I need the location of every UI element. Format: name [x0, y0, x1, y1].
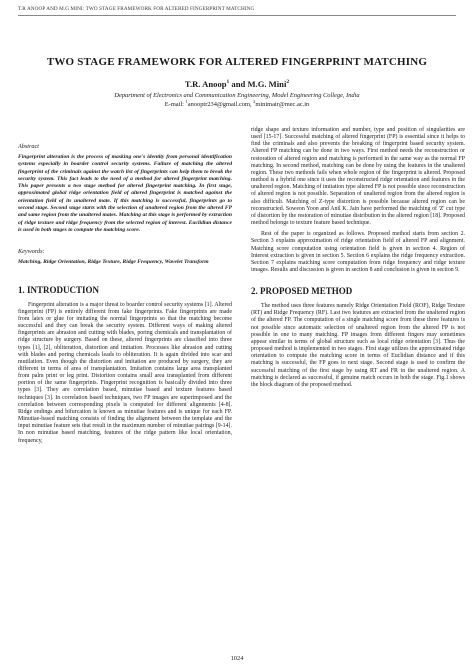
section-heading-introduction: 1. INTRODUCTION [18, 284, 100, 295]
email-2: minimair@mec.ac.in [255, 101, 310, 108]
email-label: E-mail: [164, 101, 186, 108]
email-1: anooptr234@gmail.com [187, 101, 250, 108]
author-1-marker: 1 [226, 79, 230, 85]
intro-paragraph: Fingerprint alteration is a major threat to boarder control security systems [1]. Altered fingerprint (FP) is entirely different from fake fingerprints. Fake fingerprints are made from latex or glue for imitating the normal fingerprints so that the matching become successful and they can break the security system. Different ways of making altered fingerprints are abrasion and cutting with blades, poring chemicals and transplantation of ridge structure by surgery. Based on these, altered fingerprints are classified into three types [1], [2], obliteration, distortion and imitation. Processes like abrasion and cutting with blades and poring chemicals leads to obliteration. It is again divided into scar and mutilation. Even though the distortion and imitation are produced by surgery, they are different in terms of area of transplantation. Imitation contains large area transplanted from palm print or leg print. Distortion contains small area transplanted from different portion of the same fingerprints. Fingerprint recognition is basically divided into three types [3]. They are correlation based, minutiae based and texture features based techniques [3]. In correlation based techniques, two FP images are superimposed and the correlation between corresponding pixels is computed for different alignments [4-8]. Ridge endings and bifurcation is known as minutiae features and is unique for each FP. Minutiae-based matching consists of finding the alignment between the template and the input minutiae feature sets that result in the maximum number of minutiae pairings [9-14]. In non minutiae based matching, features of the ridge pattern like local orientation, frequency, [18, 301, 232, 444]
affiliation: Department of Electronics and Communication Engineering, Model Engineering College, India [114, 92, 360, 99]
email-line [0, 101, 474, 108]
section-heading-proposed-method: 2. PROPOSED METHOD [251, 286, 353, 297]
author-2: M.G. Mini [247, 79, 287, 89]
abstract-heading: Abstract [18, 143, 39, 150]
email-1-marker: 1 [185, 99, 188, 104]
method-paragraph: The method uses three features namely Ridge Orientation Field (ROF), Ridge Texture (RT) and Ridge Frequency (RF). Last two features are extracted from the unaltered region of the altered FP. The computation of a single matching score from these three features is not possible since automatic selection of unaltered region from the altered FP is not possible in one to many matching. FP images from different fingers may sometimes appear similar in terms of global structure such as local ridge orientation [3]. Thus the proposed method is implemented in two stages. First stage utilizes the approximated ridge orientation to compute the matching score in terms of Euclidian distance and if this matching is successful, the FP goes to next stage. Second stage is used to confirm the successful matching of the first stage by using RT and FR in the unaltered region. A matching is declared as successful, if genuine match occurs in both the stage. Fig.1 shows the block diagram of the proposed method. [251, 303, 465, 388]
email-2-marker: 2 [253, 99, 256, 104]
paper-title: TWO STAGE FRAMEWORK FOR ALTERED FINGERPRINT MATCHING [46, 56, 428, 68]
author-line [0, 79, 474, 89]
author-2-marker: 2 [286, 79, 290, 85]
author-1: T.R. Anoop [184, 79, 227, 89]
left-column [18, 127, 232, 445]
keywords-text: Matching, Ridge Orientation, Ridge Texture, Ridge Frequency, Wavelet Transform [18, 259, 209, 266]
organization-paragraph: Rest of the paper is organized as follows. Proposed method starts from section 2. Section 3 explains approximation of ridge orientation field of altered FP and alignment. Matching score computation using orientation field is given in section 4. Region of Interest extraction is given in section 5. Section 6 explains the ridge frequency extraction. Section 7 explains matching score computation from ridge frequency and ridge texture images. Results and discussion is given in section 8 and conclusion is given in section 9. [251, 231, 465, 273]
email-separator: , [249, 101, 254, 108]
author-connector: and [229, 79, 248, 89]
keywords-heading: Keywords: [18, 248, 45, 256]
right-column [251, 127, 465, 389]
intro-continued-paragraph: ridge shape and texture information and number, type and position of singularities are used [15-17]. Successful matching of altered fingerprint (FP) is essential since it helps to find the criminals and also prevents the breaking of fingerprint based security system. Altered FP matching can be done in two ways. First method needs the reconstruction or restoration of altered region and matching is performed in the same way as the normal FP matching. In second method, matching can be done by using the features in the unaltered region. These two methods fails when whole region of the fingerprint is altered. Proposed method is a hybrid one since it uses the reconstructed ridge orientation and features in the unaltered region. Matching of imitation type altered FP is not possible since reconstruction of altered region is not possible. Separation of unaltered region from the altered region is also difficult. Matching of Z-type distortion is possible because altered region can be reconstructed. Soweon Yoon and Anil K. Jain have performed the matching of 'Z' cut type of distortion by the restoration of minutiae distribution in the altered region [18]. Proposed method belongs to texture feature based technique. [251, 127, 465, 227]
running-head: T.R ANOOP AND M.G MINI: TWO STAGE FRAMEWORK FOR ALTERED FINGERPRINT MATCHING [18, 6, 255, 12]
header-rule [18, 15, 456, 16]
page-number: 1024 [230, 655, 244, 662]
abstract-text: Fingerprint alteration is the process of masking one's identity from personal identification systems especially in boarder control security systems. Failure of matching the altered fingerprint of the criminals against the watch list of fingerprints can help them to break the security system. This fact leads to the need of a method for altered fingerprint matching. This paper presents a two stage method for altered fingerprint matching. In first stage, approximated global ridge orientation field of altered fingerprint is matched against the orientation field of its unaltered mate. If this matching is successful, fingerprints go to second stage. Second stage starts with the selection of unaltered region from the altered FP and same region from the unaltered mates. Matching at this stage is performed by extraction of ridge texture and ridge frequency from the selected region of interest. Euclidian distance is used in both stages to compute the matching score. [18, 154, 232, 233]
